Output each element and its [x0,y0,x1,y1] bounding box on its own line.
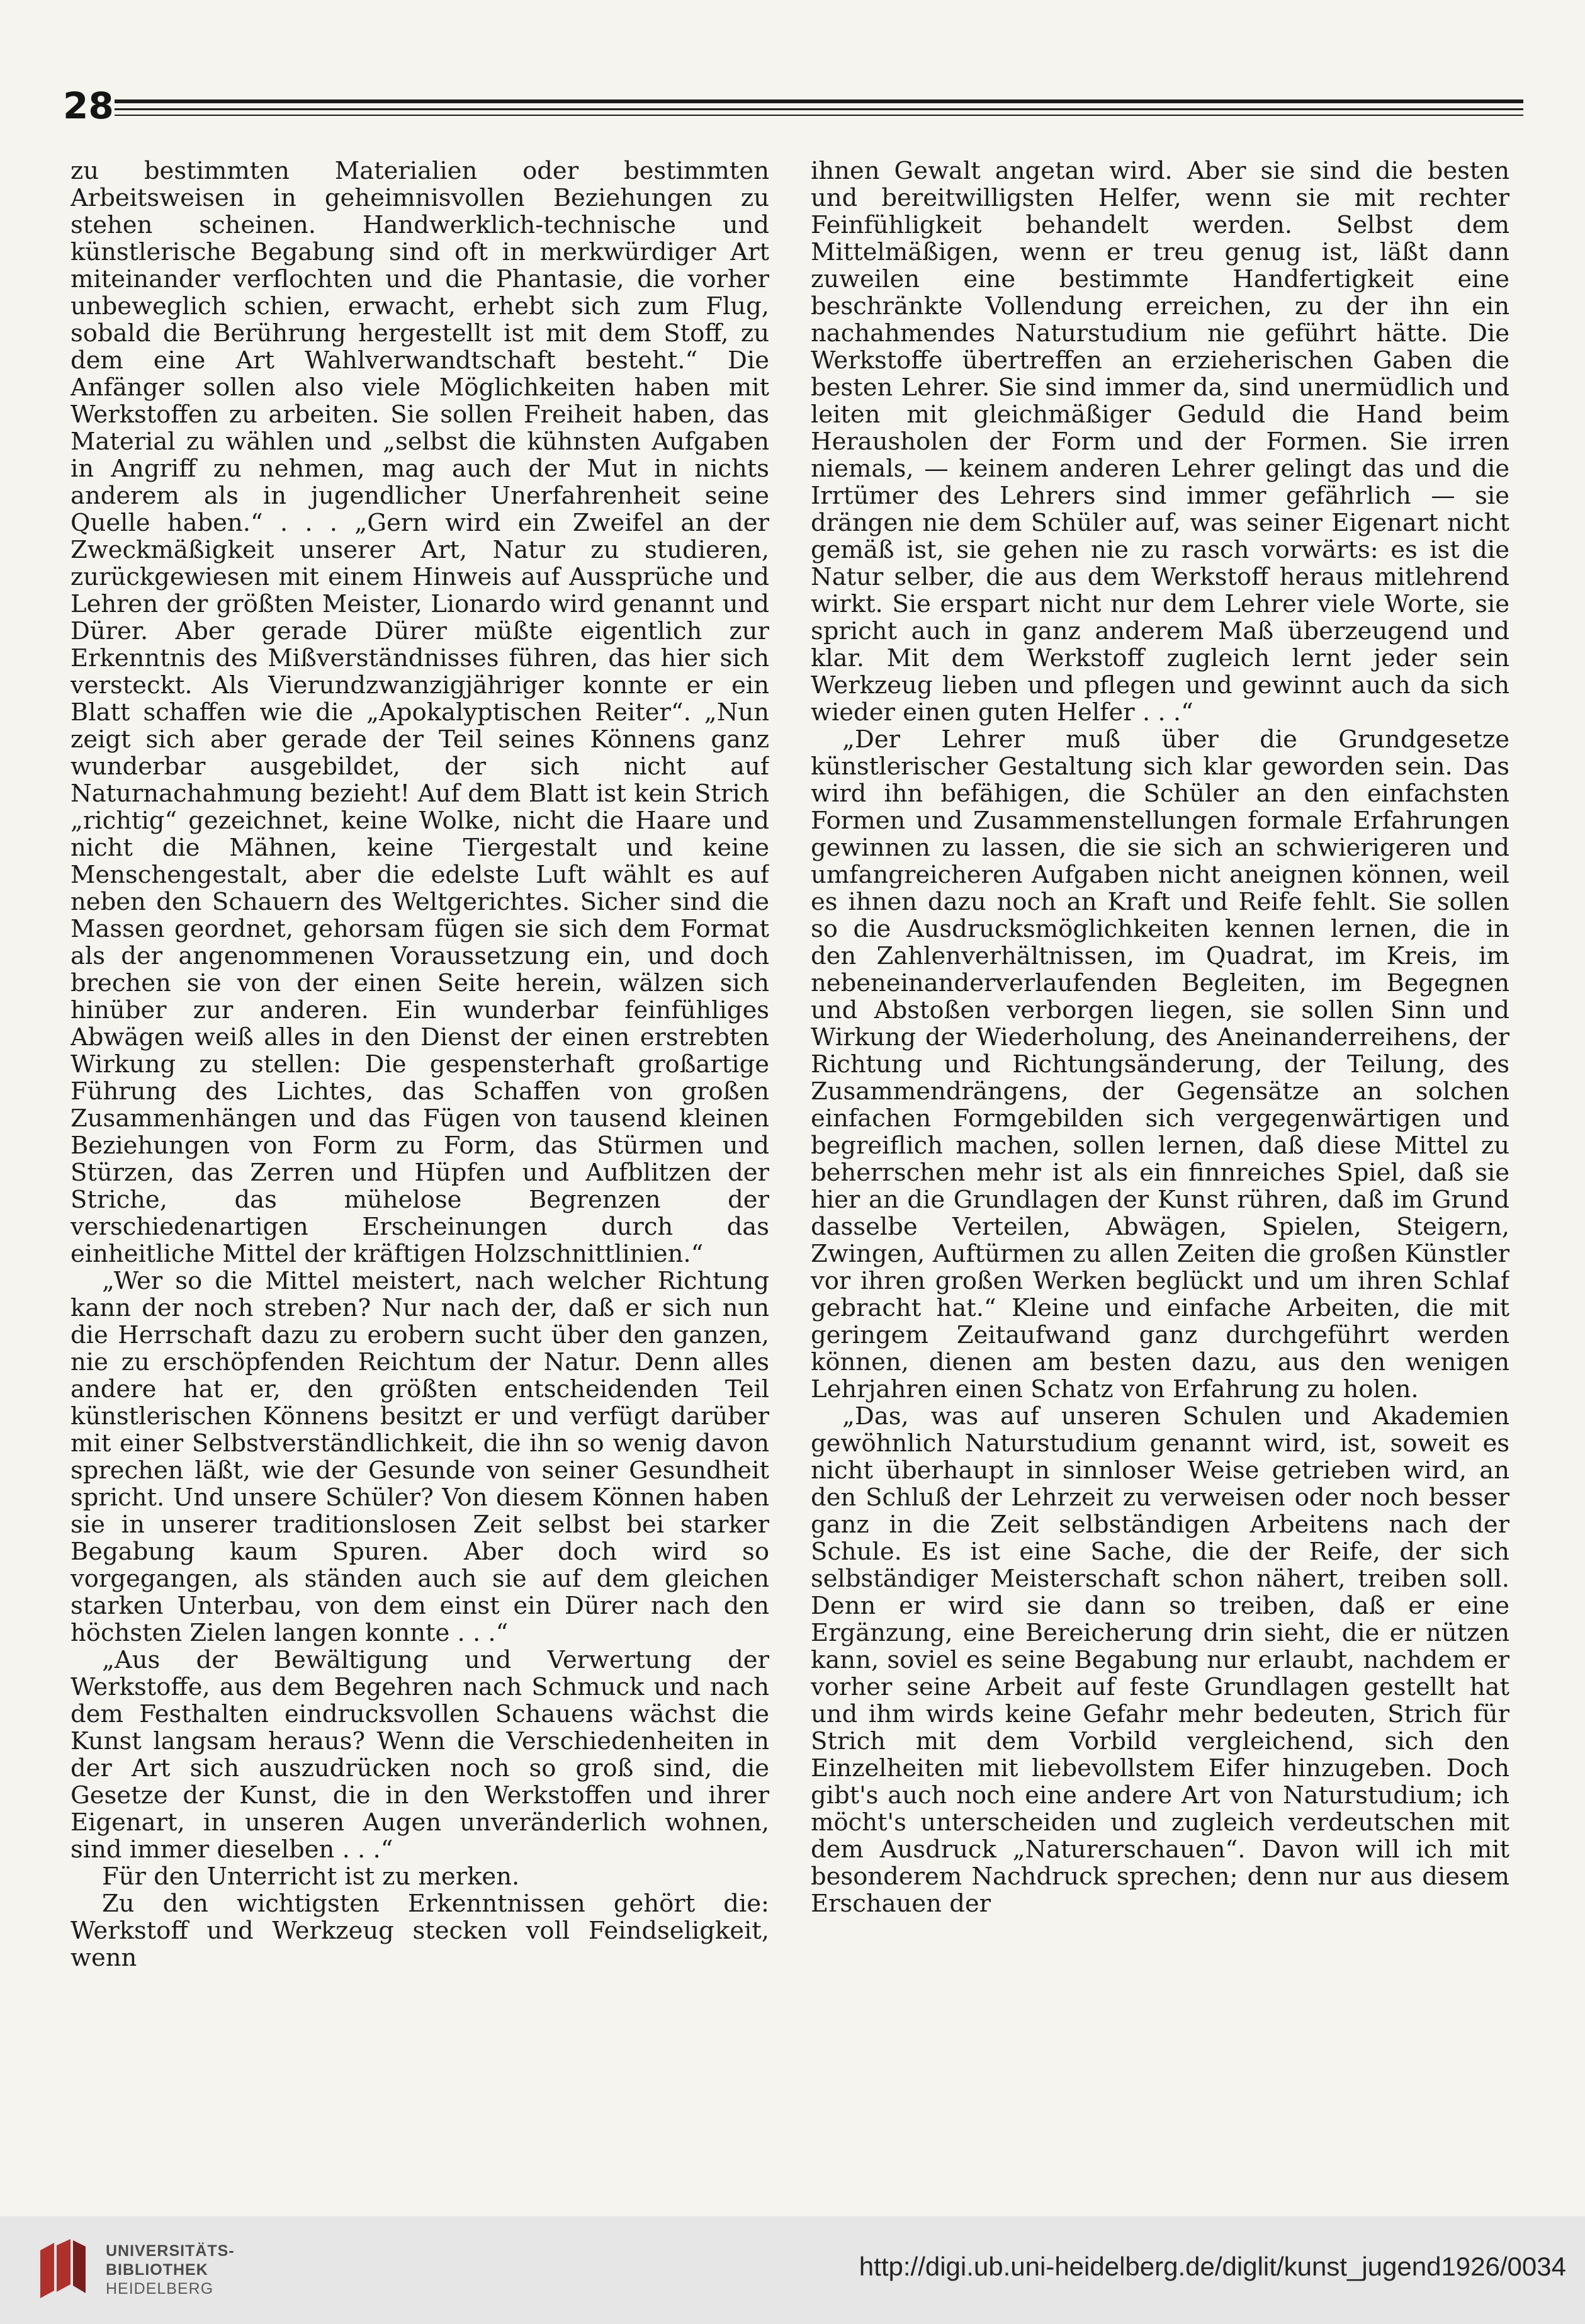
paragraph: „Aus der Bewältigung und Verwertung der Werkstoffe, aus dem Begehren nach Schmuck und nach dem Festhalten eindrucksvollen Schauens wächst die Kunst langsam heraus? Wenn die Verschiedenheiten in der Art sich auszudrücken noch so groß sind, die Gesetze der Kunst, die in den Werkstoffen und ihrer Eigenart, in unseren Augen unveränderlich wohnen, sind immer dieselben . . .“ [71,1646,769,1864]
paragraph: zu bestimmten Materialien oder bestimmten Arbeitsweisen in geheimnisvollen Beziehungen zu stehen scheinen. Handwerklich-technische und künstlerische Begabung sind oft in merkwürdiger Art miteinander verflochten und die Phantasie, die vorher unbeweglich schien, erwacht, erhebt sich zum Flug, sobald die Berührung hergestellt ist mit dem Stoff, zu dem eine Art Wahlverwandtschaft besteht.“ Die Anfänger sollen also viele Möglichkeiten haben mit Werkstoffen zu arbeiten. Sie sollen Freiheit haben, das Material zu wählen und „selbst die kühnsten Aufgaben in Angriff zu nehmen, mag auch der Mut in nichts anderem als in jugendlicher Unerfahrenheit seine Quelle haben.“ . . . „Gern wird ein Zweifel an der Zweckmäßigkeit unserer Art, Natur zu studieren, zurückgewiesen mit einem Hinweis auf Aussprüche und Lehren der größten Meister, Lionardo wird genannt und Dürer. Aber gerade Dürer müßte eigentlich zur Erkenntnis des Mißverständnisses führen, das hier sich versteckt. Als Vierundzwanzigjähriger konnte er ein Blatt schaffen wie die „Apokalyptischen Reiter“. „Nun zeigt sich aber gerade der Teil seines Könnens ganz wunderbar ausgebildet, der sich nicht auf Naturnachahmung bezieht! Auf dem Blatt ist kein Strich „richtig“ gezeichnet, keine Wolke, nicht die Haare und nicht die Mähnen, keine Tiergestalt und keine Menschengestalt, aber die edelste Luft wählt es auf neben den Schauern des Weltgerichtes. Sicher sind die Massen geordnet, gehorsam fügen sie sich dem Format als der angenommenen Voraussetzung ein, und doch brechen sie von der einen Seite herein, wälzen sich hinüber zur anderen. Ein wunderbar feinfühliges Abwägen weiß alles in den Dienst der einen erstrebten Wirkung zu stellen: Die gespensterhaft großartige Führung des Lichtes, das Schaffen von großen Zusammenhängen und das Fügen von tausend kleinen Beziehungen von Form zu Form, das Stürmen und Stürzen, das Zerren und Hüpfen und Aufblitzen der Striche, das mühelose Begrenzen der verschiedenartigen Erscheinungen durch das einheitliche Mittel der kräftigen Holzschnittlinien.“ [71,157,769,1268]
paragraph: „Der Lehrer muß über die Grundgesetze künstlerischer Gestaltung sich klar geworden sein. Das wird ihn befähigen, die Schüler an den einfachsten Formen und Zusammenstellungen formale Erfahrungen gewinnen zu lassen, die sie sich an schwierigeren und umfangreicheren Aufgaben nicht aneignen können, weil es ihnen dazu noch an Kraft und Reife fehlt. Sie sollen so die Ausdrucksmöglichkeiten kennen lernen, die in den Zahlenverhältnissen, im Quadrat, im Kreis, im nebeneinanderverlaufenden Begleiten, im Begegnen und Abstoßen verborgen liegen, sie sollen Sinn und Wirkung der Wiederholung, des Aneinanderreihens, der Richtung und Richtungsänderung, der Teilung, des Zusammendrängens, der Gegensätze an solchen einfachen Formgebilden sich vergegenwärtigen und begreiflich machen, sollen lernen, daß diese Mittel zu beherrschen mehr ist als ein finnreiches Spiel, daß sie hier an die Grundlagen der Kunst rühren, daß im Grund dasselbe Verteilen, Abwägen, Spielen, Steigern, Zwingen, Auftürmen zu allen Zeiten die großen Künstler vor ihren großen Werken beglückt und um ihren Schlaf gebracht hat.“ Kleine und einfache Arbeiten, die mit geringem Zeitaufwand ganz durchgeführt werden können, dienen am besten dazu, aus den wenigen Lehrjahren einen Schatz von Erfahrung zu holen. [811,725,1509,1403]
text-column-left [71,157,769,2128]
library-name-line: HEIDELBERG [106,2280,214,2298]
page-header [63,81,1523,131]
paragraph: ihnen Gewalt angetan wird. Aber sie sind die besten und bereitwilligsten Helfer, wenn sie mit rechter Feinfühligkeit behandelt werden. Selbst dem Mittelmäßigen, wenn er treu genug ist, läßt dann zuweilen eine bestimmte Handfertigkeit eine beschränkte Vollendung erreichen, zu der ihn ein nachahmendes Naturstudium nie geführt hätte. Die Werkstoffe übertreffen an erzieherischen Gaben die besten Lehrer. Sie sind immer da, sind unermüdlich und leiten mit gleichmäßiger Geduld die Hand beim Herausholen der Form und der Formen. Sie irren niemals, — keinem anderen Lehrer gelingt das und die Irrtümer des Lehrers sind immer gefährlich — sie drängen nie dem Schüler auf, was seiner Eigenart nicht gemäß ist, sie gehen nie zu rasch vorwärts: es ist die Natur selber, die aus dem Werkstoff heraus mitlehrend wirkt. Sie erspart nicht nur dem Lehrer viele Worte, sie spricht auch in ganz anderem Maß überzeugend und klar. Mit dem Werkstoff zugleich lernt jeder sein Werkzeug lieben und pflegen und gewinnt auch da sich wieder einen guten Helfer . . .“ [811,157,1509,727]
library-name-line: UNIVERSITÄTS- [106,2242,235,2260]
paragraph: „Wer so die Mittel meistert, nach welcher Richtung kann der noch streben? Nur nach der, daß er sich nun die Herrschaft dazu zu erobern sucht über den ganzen, nie zu erschöpfenden Reichtum der Natur. Denn alles andere hat er, den größten entscheidenden Teil künstlerischen Könnens besitzt er und verfügt darüber mit einer Selbstverständlichkeit, die ihn so wenig davon sprechen läßt, wie der Gesunde von seiner Gesundheit spricht. Und unsere Schüler? Von diesem Können haben sie in unserer traditionslosen Zeit selbst bei starker Begabung kaum Spuren. Aber doch wird so vorgegangen, als ständen auch sie auf dem gleichen starken Unterbau, von dem einst ein Dürer nach den höchsten Zielen langen konnte . . .“ [71,1267,769,1647]
header-rule [115,115,1523,116]
university-library-logo-icon [35,2238,91,2303]
library-name [106,2242,235,2298]
paragraph: Für den Unterricht ist zu merken. [102,1862,520,1891]
paragraph: Zu den wichtigsten Erkenntnissen gehört die: Werkstoff und Werkzeug stecken voll Feindseligkeit, wenn [71,1890,769,1972]
paragraph: „Das, was auf unseren Schulen und Akademien gewöhnlich Naturstudium genannt wird, ist, soweit es nicht überhaupt in sinnloser Weise getrieben wird, an den Schluß der Lehrzeit zu verweisen oder noch besser ganz in die Zeit selbständigen Arbeitens nach der Schule. Es ist eine Sache, die der Reife, der sich selbständiger Meisterschaft schon nähert, treiben soll. Denn er wird sie dann so treiben, daß er eine Ergänzung, eine Bereicherung drin sieht, die er nützen kann, soviel es seine Begabung nur erlaubt, nachdem er vorher seine Arbeit auf feste Grundlagen gestellt hat und ihm wirds keine Gefahr mehr bedeuten, Strich für Strich mit dem Vorbild vergleichend, sich den Einzelheiten mit liebevollstem Eifer hinzugeben. Doch gibt's auch noch eine andere Art von Naturstudium; ich möcht's unterscheiden und zugleich verdeutschen mit dem Ausdruck „Naturerschauen“. Davon will ich mit besonderem Nachdruck sprechen; denn nur aus diesem Erschauen der [811,1402,1509,1918]
text-column-right [811,157,1509,2128]
library-name-line: BIBLIOTHEK [106,2261,208,2279]
source-url-link[interactable]: http://digi.ub.uni-heidelberg.de/diglit/kunst_jugend1926/0034 [859,2252,1566,2281]
page-number: 28 [63,84,114,127]
header-rule [115,108,1523,110]
header-rule [115,99,1523,103]
viewer-footer [0,2216,1585,2324]
